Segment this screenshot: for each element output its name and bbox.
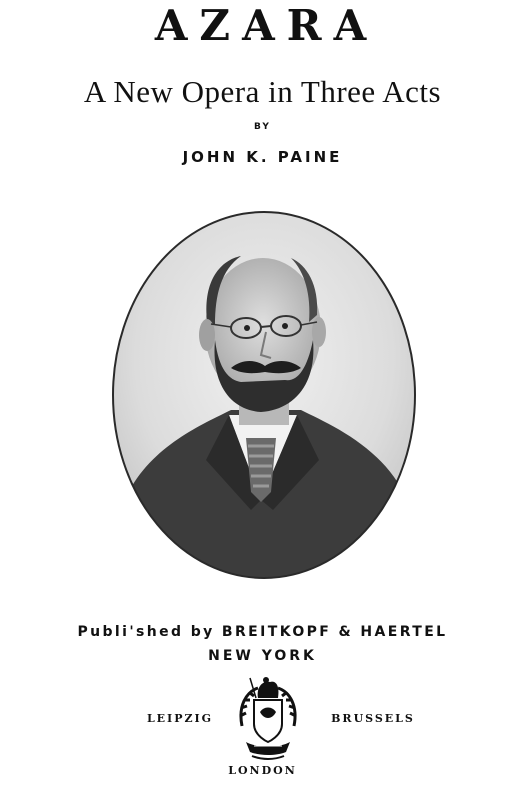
published-by-line: Publi'shed by BREITKOPF & HAERTEL (77, 624, 448, 640)
opera-title: AZARA (154, 1, 379, 50)
opera-subtitle: A New Opera in Three Acts (83, 74, 442, 109)
city-london: LONDON (228, 764, 297, 777)
publisher-emblem-icon (232, 676, 304, 762)
city-brussels: BRUSSELS (331, 712, 415, 725)
city-leipzig: LEIPZIG (146, 712, 214, 725)
city-new-york: NEW YORK (208, 648, 317, 664)
by-label: BY (254, 122, 271, 132)
portrait-photo (111, 210, 417, 580)
portrait-photo-icon (111, 210, 417, 580)
author-name: JOHN K. PAINE (182, 148, 343, 166)
